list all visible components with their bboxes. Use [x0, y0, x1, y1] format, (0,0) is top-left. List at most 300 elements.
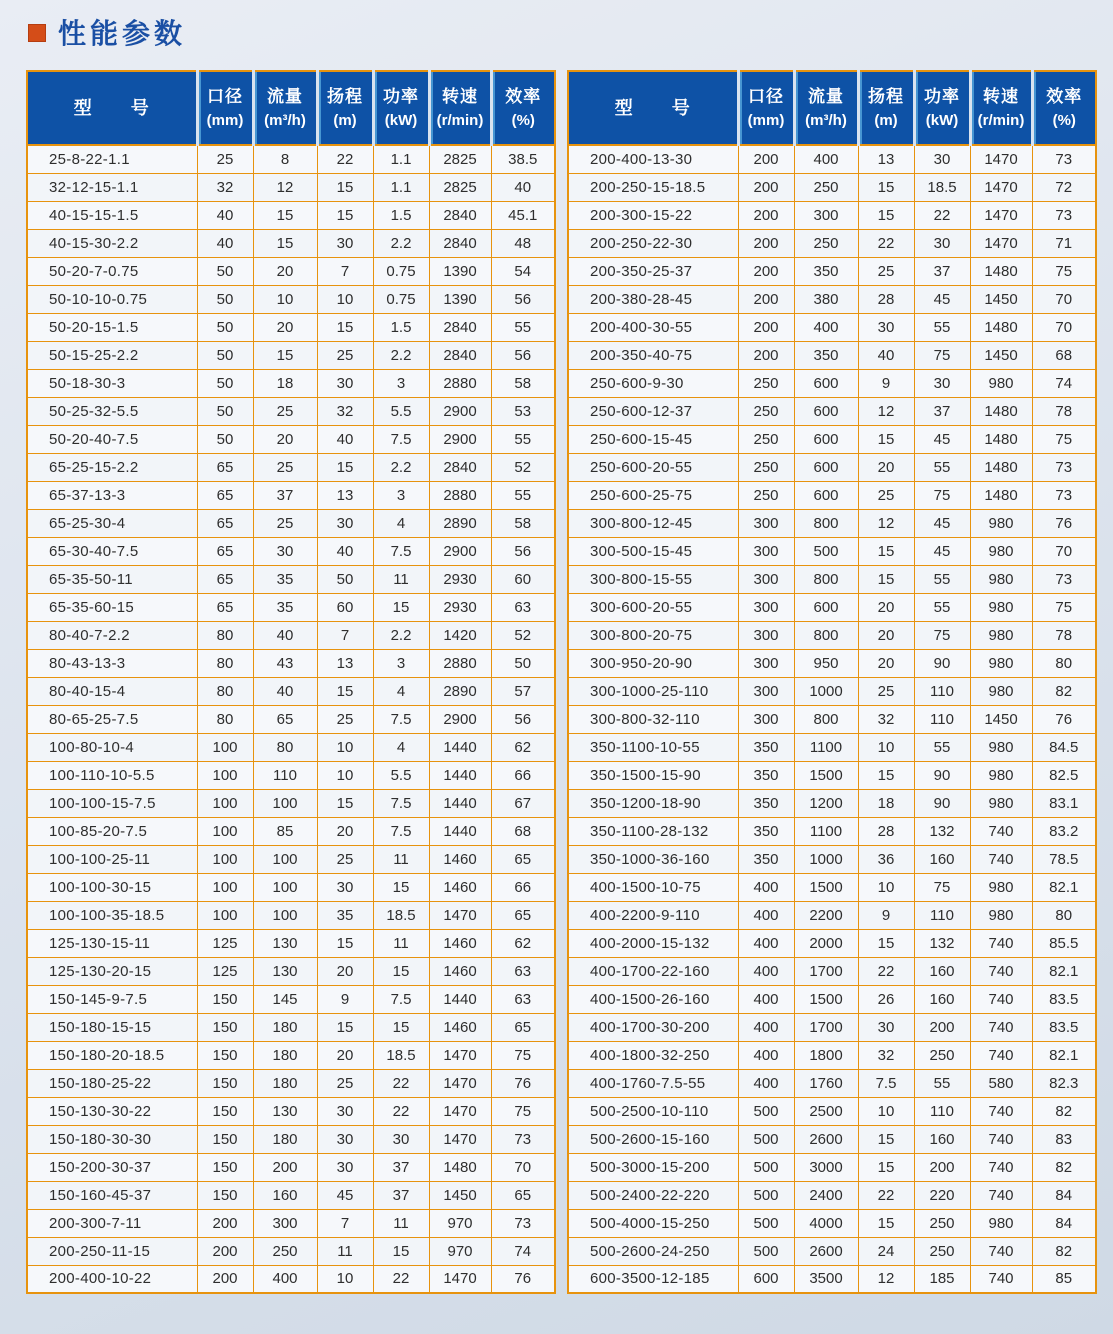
value-cell: 1760	[794, 1069, 858, 1097]
value-cell: 130	[253, 929, 317, 957]
value-cell: 1440	[429, 985, 491, 1013]
value-cell: 2500	[794, 1097, 858, 1125]
value-cell: 1500	[794, 873, 858, 901]
value-cell: 65	[491, 1181, 555, 1209]
value-cell: 50	[197, 313, 253, 341]
model-cell: 250-600-15-45	[568, 425, 738, 453]
value-cell: 250	[253, 1237, 317, 1265]
table-row	[27, 145, 555, 173]
value-cell: 57	[491, 677, 555, 705]
model-cell: 25-8-22-1.1	[27, 145, 197, 173]
model-cell: 200-300-7-11	[27, 1209, 197, 1237]
value-cell: 1500	[794, 985, 858, 1013]
table-row	[27, 1153, 555, 1181]
value-cell: 75	[1032, 593, 1096, 621]
value-cell: 800	[794, 705, 858, 733]
value-cell: 56	[491, 285, 555, 313]
value-cell: 25	[317, 1069, 373, 1097]
value-cell: 980	[970, 565, 1032, 593]
value-cell: 200	[197, 1265, 253, 1293]
value-cell: 11	[373, 929, 429, 957]
value-cell: 4	[373, 677, 429, 705]
value-cell: 55	[914, 313, 970, 341]
model-cell: 50-20-7-0.75	[27, 257, 197, 285]
table-row	[27, 341, 555, 369]
value-cell: 250	[738, 397, 794, 425]
value-cell: 73	[1032, 453, 1096, 481]
value-cell: 600	[794, 397, 858, 425]
value-cell: 70	[491, 1153, 555, 1181]
value-cell: 500	[794, 537, 858, 565]
value-cell: 180	[253, 1041, 317, 1069]
value-cell: 740	[970, 985, 1032, 1013]
value-cell: 3	[373, 481, 429, 509]
value-cell: 1470	[429, 1265, 491, 1293]
value-cell: 11	[373, 845, 429, 873]
table-row	[568, 761, 1096, 789]
value-cell: 7.5	[373, 789, 429, 817]
value-cell: 90	[914, 761, 970, 789]
value-cell: 2930	[429, 593, 491, 621]
value-cell: 250	[914, 1041, 970, 1069]
table-row	[27, 1097, 555, 1125]
value-cell: 75	[914, 621, 970, 649]
value-cell: 15	[858, 173, 914, 201]
value-cell: 15	[253, 229, 317, 257]
value-cell: 0.75	[373, 285, 429, 313]
value-cell: 52	[491, 621, 555, 649]
table-row	[568, 929, 1096, 957]
value-cell: 1460	[429, 873, 491, 901]
table-row	[568, 481, 1096, 509]
value-cell: 30	[914, 229, 970, 257]
table-row	[568, 257, 1096, 285]
table-row	[568, 341, 1096, 369]
value-cell: 740	[970, 929, 1032, 957]
value-cell: 150	[197, 1125, 253, 1153]
value-cell: 2840	[429, 229, 491, 257]
value-cell: 980	[970, 537, 1032, 565]
value-cell: 2600	[794, 1125, 858, 1153]
value-cell: 1480	[429, 1153, 491, 1181]
model-cell: 32-12-15-1.1	[27, 173, 197, 201]
table-row	[27, 985, 555, 1013]
value-cell: 100	[253, 901, 317, 929]
table-body-right	[568, 145, 1096, 1293]
value-cell: 37	[373, 1153, 429, 1181]
model-cell: 400-1800-32-250	[568, 1041, 738, 1069]
value-cell: 45	[914, 285, 970, 313]
value-cell: 80	[197, 621, 253, 649]
value-cell: 130	[253, 957, 317, 985]
value-cell: 82.3	[1032, 1069, 1096, 1097]
value-cell: 1470	[429, 1097, 491, 1125]
model-cell: 100-100-25-11	[27, 845, 197, 873]
value-cell: 980	[970, 649, 1032, 677]
value-cell: 50	[197, 341, 253, 369]
table-row	[568, 1013, 1096, 1041]
column-header: 口径 (mm)	[738, 71, 794, 145]
model-cell: 400-1760-7.5-55	[568, 1069, 738, 1097]
value-cell: 90	[914, 649, 970, 677]
value-cell: 9	[317, 985, 373, 1013]
value-cell: 400	[738, 1041, 794, 1069]
model-cell: 200-400-13-30	[568, 145, 738, 173]
value-cell: 73	[1032, 201, 1096, 229]
table-row	[27, 257, 555, 285]
model-cell: 500-2400-22-220	[568, 1181, 738, 1209]
value-cell: 1440	[429, 761, 491, 789]
value-cell: 85	[1032, 1265, 1096, 1293]
value-cell: 7	[317, 257, 373, 285]
value-cell: 75	[1032, 425, 1096, 453]
value-cell: 25	[858, 257, 914, 285]
value-cell: 32	[858, 1041, 914, 1069]
value-cell: 15	[858, 425, 914, 453]
table-row	[568, 957, 1096, 985]
table-row	[27, 201, 555, 229]
value-cell: 71	[1032, 229, 1096, 257]
value-cell: 40	[253, 677, 317, 705]
value-cell: 100	[197, 733, 253, 761]
value-cell: 82	[1032, 1237, 1096, 1265]
value-cell: 55	[914, 593, 970, 621]
value-cell: 37	[253, 481, 317, 509]
value-cell: 55	[914, 1069, 970, 1097]
value-cell: 82.5	[1032, 761, 1096, 789]
model-cell: 150-180-15-15	[27, 1013, 197, 1041]
column-header: 效率 (%)	[1032, 71, 1096, 145]
value-cell: 200	[738, 229, 794, 257]
value-cell: 10	[858, 873, 914, 901]
value-cell: 740	[970, 1013, 1032, 1041]
value-cell: 84	[1032, 1209, 1096, 1237]
model-cell: 250-600-20-55	[568, 453, 738, 481]
model-cell: 65-35-60-15	[27, 593, 197, 621]
table-row	[568, 985, 1096, 1013]
value-cell: 250	[794, 173, 858, 201]
value-cell: 15	[373, 1013, 429, 1041]
value-cell: 5.5	[373, 397, 429, 425]
value-cell: 32	[197, 173, 253, 201]
value-cell: 50	[197, 369, 253, 397]
table-row	[27, 845, 555, 873]
table-row	[27, 817, 555, 845]
value-cell: 1470	[970, 201, 1032, 229]
value-cell: 15	[317, 173, 373, 201]
model-cell: 300-800-20-75	[568, 621, 738, 649]
value-cell: 200	[914, 1013, 970, 1041]
value-cell: 22	[858, 957, 914, 985]
value-cell: 82	[1032, 1153, 1096, 1181]
value-cell: 980	[970, 369, 1032, 397]
value-cell: 25	[317, 705, 373, 733]
value-cell: 55	[914, 565, 970, 593]
value-cell: 35	[317, 901, 373, 929]
table-row	[568, 397, 1096, 425]
value-cell: 500	[738, 1209, 794, 1237]
value-cell: 15	[858, 761, 914, 789]
value-cell: 600	[794, 481, 858, 509]
value-cell: 300	[738, 593, 794, 621]
value-cell: 40	[858, 341, 914, 369]
model-cell: 40-15-15-1.5	[27, 201, 197, 229]
value-cell: 1460	[429, 1013, 491, 1041]
value-cell: 80	[197, 705, 253, 733]
value-cell: 11	[373, 1209, 429, 1237]
value-cell: 76	[1032, 509, 1096, 537]
value-cell: 18	[253, 369, 317, 397]
value-cell: 45	[914, 425, 970, 453]
value-cell: 7.5	[858, 1069, 914, 1097]
value-cell: 3500	[794, 1265, 858, 1293]
value-cell: 740	[970, 1237, 1032, 1265]
value-cell: 1470	[429, 1041, 491, 1069]
table-row	[27, 873, 555, 901]
value-cell: 73	[491, 1209, 555, 1237]
value-cell: 10	[317, 1265, 373, 1293]
table-row	[568, 873, 1096, 901]
value-cell: 7	[317, 1209, 373, 1237]
value-cell: 22	[373, 1265, 429, 1293]
table-row	[568, 1041, 1096, 1069]
value-cell: 500	[738, 1153, 794, 1181]
value-cell: 800	[794, 621, 858, 649]
value-cell: 2825	[429, 173, 491, 201]
model-cell: 500-2600-24-250	[568, 1237, 738, 1265]
table-row	[568, 1181, 1096, 1209]
value-cell: 1450	[429, 1181, 491, 1209]
value-cell: 40	[317, 537, 373, 565]
column-header: 转速 (r/min)	[429, 71, 491, 145]
value-cell: 2930	[429, 565, 491, 593]
value-cell: 2200	[794, 901, 858, 929]
value-cell: 400	[738, 873, 794, 901]
value-cell: 50	[197, 257, 253, 285]
value-cell: 500	[738, 1237, 794, 1265]
value-cell: 13	[317, 481, 373, 509]
value-cell: 125	[197, 929, 253, 957]
value-cell: 10	[317, 285, 373, 313]
value-cell: 980	[970, 677, 1032, 705]
model-cell: 400-1700-30-200	[568, 1013, 738, 1041]
value-cell: 185	[914, 1265, 970, 1293]
value-cell: 500	[738, 1125, 794, 1153]
table-row	[27, 705, 555, 733]
value-cell: 84	[1032, 1181, 1096, 1209]
value-cell: 15	[317, 789, 373, 817]
value-cell: 22	[914, 201, 970, 229]
model-cell: 350-1200-18-90	[568, 789, 738, 817]
value-cell: 1420	[429, 621, 491, 649]
value-cell: 15	[317, 677, 373, 705]
table-row	[27, 929, 555, 957]
table-row	[27, 229, 555, 257]
value-cell: 1470	[429, 1069, 491, 1097]
model-cell: 65-37-13-3	[27, 481, 197, 509]
value-cell: 1450	[970, 285, 1032, 313]
table-row	[568, 453, 1096, 481]
value-cell: 1480	[970, 313, 1032, 341]
value-cell: 48	[491, 229, 555, 257]
value-cell: 65	[197, 565, 253, 593]
column-header: 流量 (m³/h)	[253, 71, 317, 145]
table-row	[568, 229, 1096, 257]
value-cell: 250	[738, 453, 794, 481]
value-cell: 10	[858, 733, 914, 761]
value-cell: 68	[491, 817, 555, 845]
value-cell: 15	[253, 201, 317, 229]
value-cell: 65	[197, 509, 253, 537]
value-cell: 72	[1032, 173, 1096, 201]
value-cell: 82.1	[1032, 1041, 1096, 1069]
model-cell: 80-43-13-3	[27, 649, 197, 677]
value-cell: 2600	[794, 1237, 858, 1265]
model-cell: 50-20-40-7.5	[27, 425, 197, 453]
value-cell: 30	[317, 1125, 373, 1153]
value-cell: 7	[317, 621, 373, 649]
value-cell: 180	[253, 1013, 317, 1041]
value-cell: 40	[491, 173, 555, 201]
table-row	[568, 705, 1096, 733]
value-cell: 30	[858, 1013, 914, 1041]
tables-container	[26, 70, 1093, 1294]
model-cell: 65-25-30-4	[27, 509, 197, 537]
value-cell: 78	[1032, 621, 1096, 649]
value-cell: 1390	[429, 285, 491, 313]
value-cell: 1800	[794, 1041, 858, 1069]
value-cell: 45	[914, 537, 970, 565]
value-cell: 600	[794, 369, 858, 397]
value-cell: 20	[858, 649, 914, 677]
value-cell: 200	[738, 257, 794, 285]
value-cell: 15	[317, 453, 373, 481]
model-cell: 100-100-30-15	[27, 873, 197, 901]
value-cell: 25	[253, 453, 317, 481]
value-cell: 1450	[970, 341, 1032, 369]
model-cell: 65-35-50-11	[27, 565, 197, 593]
value-cell: 22	[858, 1181, 914, 1209]
column-header: 功率 (kW)	[914, 71, 970, 145]
value-cell: 10	[253, 285, 317, 313]
table-header-row	[568, 71, 1096, 145]
value-cell: 600	[794, 453, 858, 481]
value-cell: 200	[197, 1237, 253, 1265]
model-cell: 300-800-12-45	[568, 509, 738, 537]
value-cell: 53	[491, 397, 555, 425]
value-cell: 45	[317, 1181, 373, 1209]
value-cell: 75	[914, 481, 970, 509]
value-cell: 980	[970, 621, 1032, 649]
model-cell: 40-15-30-2.2	[27, 229, 197, 257]
model-cell: 80-40-15-4	[27, 677, 197, 705]
value-cell: 580	[970, 1069, 1032, 1097]
value-cell: 250	[914, 1209, 970, 1237]
value-cell: 30	[317, 1153, 373, 1181]
model-cell: 600-3500-12-185	[568, 1265, 738, 1293]
value-cell: 2400	[794, 1181, 858, 1209]
value-cell: 1.1	[373, 173, 429, 201]
value-cell: 1470	[429, 1125, 491, 1153]
model-cell: 150-180-25-22	[27, 1069, 197, 1097]
table-row	[27, 677, 555, 705]
model-cell: 100-110-10-5.5	[27, 761, 197, 789]
value-cell: 1000	[794, 845, 858, 873]
value-cell: 132	[914, 929, 970, 957]
value-cell: 0.75	[373, 257, 429, 285]
table-row	[27, 1069, 555, 1097]
value-cell: 4000	[794, 1209, 858, 1237]
table-row	[568, 285, 1096, 313]
value-cell: 1440	[429, 733, 491, 761]
value-cell: 1480	[970, 481, 1032, 509]
value-cell: 1480	[970, 257, 1032, 285]
value-cell: 2000	[794, 929, 858, 957]
model-cell: 500-3000-15-200	[568, 1153, 738, 1181]
value-cell: 400	[794, 313, 858, 341]
value-cell: 100	[253, 845, 317, 873]
value-cell: 180	[253, 1125, 317, 1153]
model-cell: 100-80-10-4	[27, 733, 197, 761]
value-cell: 300	[738, 649, 794, 677]
model-cell: 65-25-15-2.2	[27, 453, 197, 481]
table-row	[27, 593, 555, 621]
value-cell: 18.5	[373, 901, 429, 929]
column-header: 扬程 (m)	[317, 71, 373, 145]
value-cell: 83.5	[1032, 985, 1096, 1013]
table-row	[568, 817, 1096, 845]
value-cell: 36	[858, 845, 914, 873]
table-row	[27, 1125, 555, 1153]
value-cell: 83	[1032, 1125, 1096, 1153]
model-cell: 150-180-20-18.5	[27, 1041, 197, 1069]
model-cell: 400-1500-26-160	[568, 985, 738, 1013]
value-cell: 15	[317, 1013, 373, 1041]
value-cell: 70	[1032, 537, 1096, 565]
value-cell: 52	[491, 453, 555, 481]
value-cell: 970	[429, 1237, 491, 1265]
value-cell: 15	[858, 1153, 914, 1181]
value-cell: 7.5	[373, 537, 429, 565]
value-cell: 20	[253, 257, 317, 285]
table-row	[568, 733, 1096, 761]
value-cell: 10	[858, 1097, 914, 1125]
model-cell: 250-600-25-75	[568, 481, 738, 509]
value-cell: 2825	[429, 145, 491, 173]
value-cell: 5.5	[373, 761, 429, 789]
value-cell: 60	[317, 593, 373, 621]
value-cell: 1700	[794, 957, 858, 985]
value-cell: 83.1	[1032, 789, 1096, 817]
value-cell: 40	[317, 425, 373, 453]
value-cell: 4	[373, 509, 429, 537]
value-cell: 980	[970, 509, 1032, 537]
model-cell: 150-160-45-37	[27, 1181, 197, 1209]
value-cell: 83.5	[1032, 1013, 1096, 1041]
value-cell: 15	[373, 593, 429, 621]
value-cell: 200	[914, 1153, 970, 1181]
value-cell: 18	[858, 789, 914, 817]
value-cell: 75	[1032, 257, 1096, 285]
model-cell: 200-400-10-22	[27, 1265, 197, 1293]
value-cell: 110	[914, 705, 970, 733]
value-cell: 37	[914, 257, 970, 285]
value-cell: 68	[1032, 341, 1096, 369]
value-cell: 180	[253, 1069, 317, 1097]
model-cell: 350-1500-15-90	[568, 761, 738, 789]
value-cell: 100	[253, 789, 317, 817]
column-header: 型 号	[27, 71, 197, 145]
